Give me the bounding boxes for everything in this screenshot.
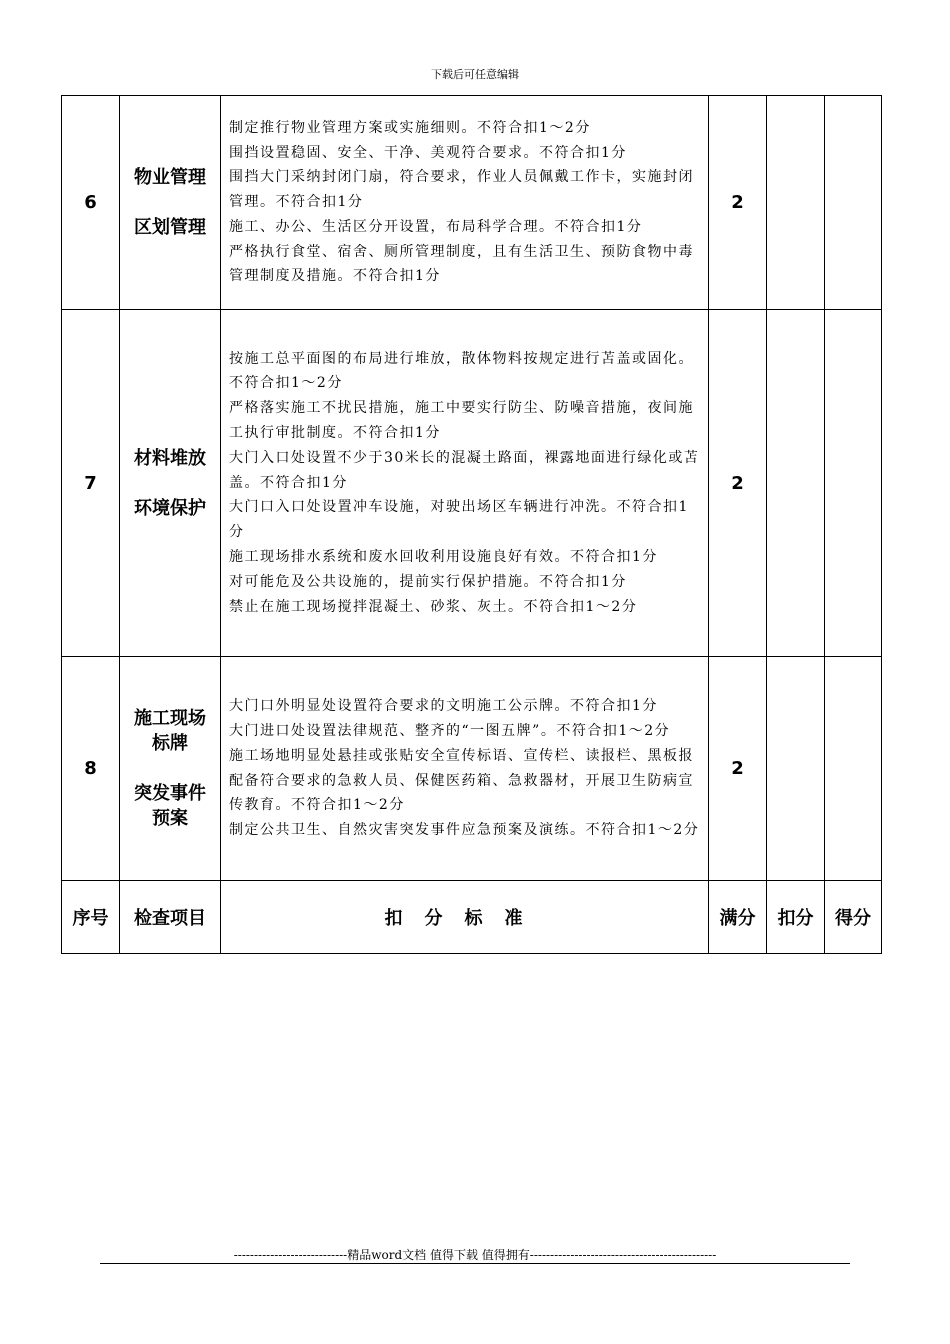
header-full: 满分 [709, 881, 767, 954]
criteria-line: 配备符合要求的急救人员、保健医药箱、急救器材，开展卫生防病宣传教育。不符合扣1～2分 [229, 772, 694, 814]
full-score: 2 [709, 657, 767, 881]
check-item-line: 材料堆放 [134, 447, 206, 469]
row-number: 6 [62, 96, 120, 310]
full-score: 2 [709, 310, 767, 657]
table-body [62, 96, 882, 954]
check-item-line: 物业管理 [134, 167, 206, 188]
check-item-line: 施工现场 [134, 708, 206, 729]
criteria-line: 严格落实施工不扰民措施，施工中要实行防尘、防噪音措施，夜间施工执行审批制度。不符合扣1分 [229, 400, 694, 441]
criteria-line: 大门口入口处设置冲车设施，对驶出场区车辆进行冲洗。不符合扣1分 [229, 499, 689, 541]
check-item-gap [120, 190, 220, 215]
check-item [120, 310, 221, 657]
criteria-line: 围挡设置稳固、安全、干净、美观符合要求。不符合扣1分 [229, 144, 627, 161]
footer-divider [100, 1263, 850, 1264]
check-item-gap [120, 471, 220, 496]
criteria-line: 施工现场排水系统和废水回收利用设施良好有效。不符合扣1分 [229, 548, 658, 565]
check-item-line: 突发事件 [134, 783, 206, 804]
row-number: 8 [62, 657, 120, 881]
deduct-cell[interactable] [767, 96, 825, 310]
page-footer: ----------------------------精品word文档 值得下载 值得拥有---------------------------------------------- [233, 1248, 717, 1262]
deduct-cell[interactable] [767, 310, 825, 657]
check-item-line: 环境保护 [134, 497, 206, 519]
score-cell[interactable] [825, 310, 882, 657]
criteria-line: 大门口外明显处设置符合要求的文明施工公示牌。不符合扣1分 [229, 698, 658, 715]
deduct-cell[interactable] [767, 657, 825, 881]
full-score: 2 [709, 96, 767, 310]
deduction-criteria [221, 657, 709, 881]
criteria-line: 围挡大门采纳封闭门扇，符合要求，作业人员佩戴工作卡，实施封闭管理。不符合扣1分 [229, 169, 694, 211]
check-item-line: 标牌 [152, 733, 188, 754]
check-item-line: 区划管理 [134, 217, 206, 238]
score-cell[interactable] [825, 96, 882, 310]
check-item [120, 96, 221, 310]
header-no: 序号 [62, 881, 120, 954]
check-item-line: 预案 [152, 808, 188, 829]
header-standard: 扣分标准 [221, 881, 709, 954]
table-row [62, 310, 882, 657]
table-header-row [62, 881, 882, 954]
header-score: 得分 [825, 881, 882, 954]
criteria-line: 禁止在施工现场搅拌混凝土、砂浆、灰土。不符合扣1～2分 [229, 598, 638, 615]
criteria-line: 制定推行物业管理方案或实施细则。不符合扣1～2分 [229, 119, 591, 136]
criteria-line: 制定公共卫生、自然灾害突发事件应急预案及演练。不符合扣1～2分 [229, 822, 700, 839]
page-header: 下载后可任意编辑 [431, 68, 519, 81]
header-deduct: 扣分 [767, 881, 825, 954]
check-item-gap [120, 756, 220, 781]
criteria-line: 施工、办公、生活区分开设置，布局科学合理。不符合扣1分 [229, 218, 643, 235]
check-item [120, 657, 221, 881]
criteria-line: 大门进口处设置法律规范、整齐的“一图五牌”。不符合扣1～2分 [229, 722, 671, 739]
criteria-line: 对可能危及公共设施的，提前实行保护措施。不符合扣1分 [229, 573, 627, 590]
criteria-line: 严格执行食堂、宿舍、厕所管理制度，且有生活卫生、预防食物中毒管理制度及措施。不符合扣1分 [229, 243, 694, 285]
table-row [62, 657, 882, 881]
score-cell[interactable] [825, 657, 882, 881]
header-item: 检查项目 [120, 881, 221, 954]
criteria-line: 施工场地明显处悬挂或张贴安全宣传标语、宣传栏、读报栏、黑板报 [229, 747, 694, 764]
deduction-criteria [221, 96, 709, 310]
criteria-line: 大门入口处设置不少于30米长的混凝土路面，裸露地面进行绿化或苫盖。不符合扣1分 [229, 449, 700, 491]
row-number: 7 [62, 310, 120, 657]
deduction-criteria [221, 310, 709, 657]
table-row [62, 96, 882, 310]
inspection-table [61, 95, 882, 954]
criteria-line: 按施工总平面图的布局进行堆放，散体物料按规定进行苫盖或固化。不符合扣1～2分 [229, 350, 694, 392]
